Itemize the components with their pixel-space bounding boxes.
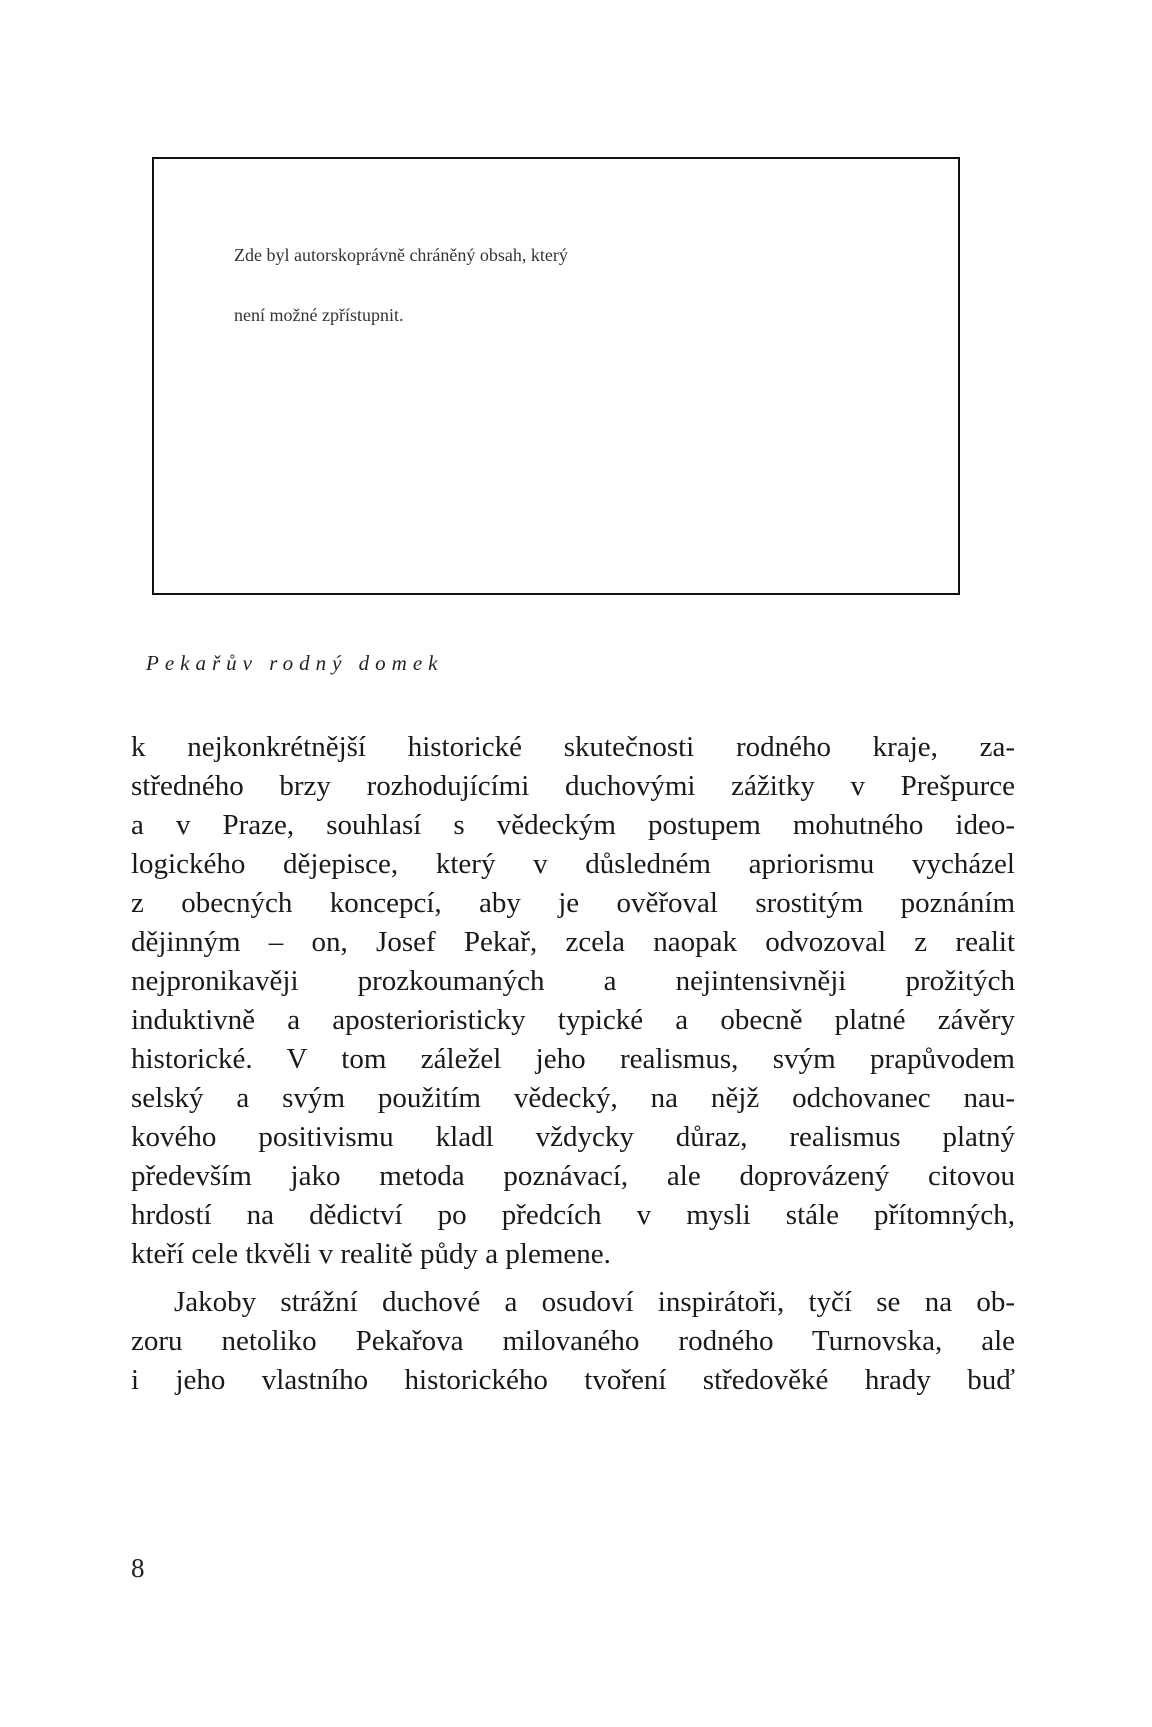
text-line: Jakoby strážní duchové a osudoví inspirátoři, tyčí se na ob- (174, 1286, 1015, 1318)
text-line: dějinným – on, Josef Pekař, zcela naopak odvozoval z realit (131, 926, 1015, 958)
redaction-notice-line-1: Zde byl autorskoprávně chráněný obsah, který (234, 245, 568, 265)
redacted-image-placeholder (152, 157, 960, 595)
image-caption: Pekařův rodný domek (146, 651, 444, 675)
paragraph (131, 728, 1015, 1274)
text-line: selský a svým použitím vědecký, na nějž odchovanec nau- (131, 1082, 1015, 1114)
text-line: i jeho vlastního historického tvoření středověké hrady buď (131, 1364, 1015, 1396)
text-line: kového positivismu kladl vždycky důraz, realismus platný (131, 1121, 1015, 1153)
page-number: 8 (131, 1553, 145, 1583)
paragraph-spacer (131, 1274, 1015, 1283)
text-line: z obecných koncepcí, aby je ověřoval srostitým poznáním (131, 887, 1015, 919)
text-line: zoru netoliko Pekařova milovaného rodného Turnovska, ale (131, 1325, 1015, 1357)
text-line: hrdostí na dědictví po předcích v mysli stále přítomných, (131, 1199, 1015, 1231)
text-line: k nejkonkrétnější historické skutečnosti rodného kraje, za- (131, 731, 1015, 763)
text-line: středného brzy rozhodujícími duchovými zážitky v Prešpurce (131, 770, 1015, 802)
text-line: induktivně a aposterioristicky typické a obecně platné závěry (131, 1004, 1015, 1036)
text-line: logického dějepisce, který v důsledném apriorismu vycházel (131, 848, 1015, 880)
body-text (131, 728, 1015, 1400)
text-line: a v Praze, souhlasí s vědeckým postupem mohutného ideo- (131, 809, 1015, 841)
text-line: kteří cele tkvěli v realitě půdy a plemene. (131, 1238, 611, 1270)
paragraph (131, 1283, 1015, 1400)
text-line: historické. V tom záležel jeho realismus, svým prapůvodem (131, 1043, 1015, 1075)
redaction-notice-line-2: není možné zpřístupnit. (234, 305, 404, 325)
text-line: především jako metoda poznávací, ale doprovázený citovou (131, 1160, 1015, 1192)
text-line: nejpronikavěji prozkoumaných a nejintensivněji prožitých (131, 965, 1015, 997)
